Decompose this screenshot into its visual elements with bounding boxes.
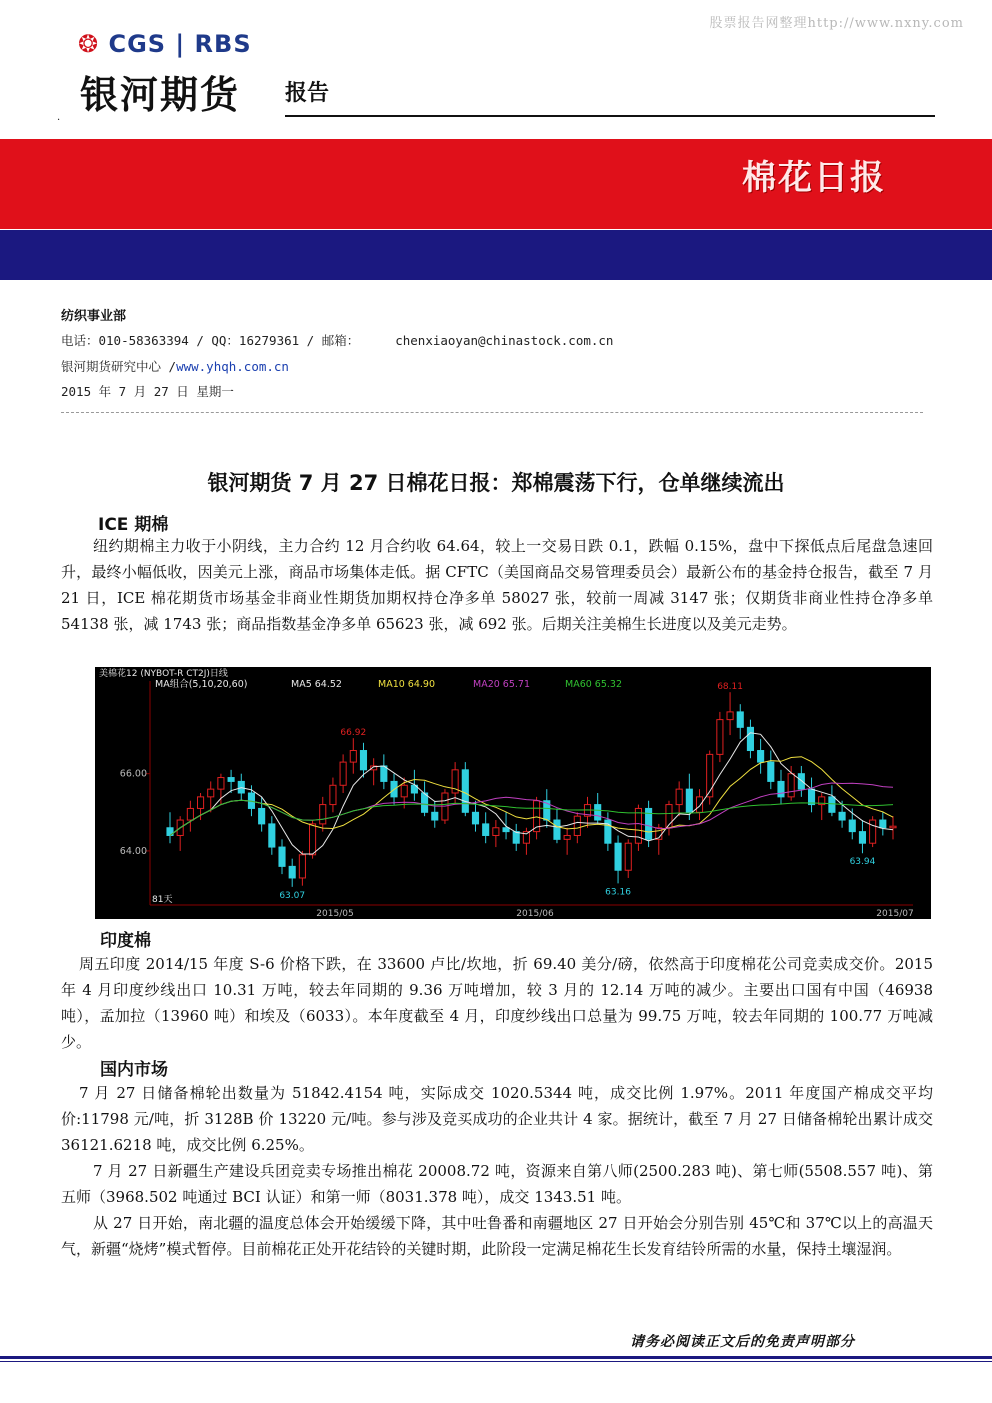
price-extreme-label: 63.16 [605,887,631,898]
x-tick-label: 2015/05 [316,909,354,919]
candle-body [707,754,713,796]
candle-body [890,826,896,828]
title-band-blue [0,230,992,280]
candle-body [289,866,295,878]
ma-legend-label: MA10 64.90 [378,679,435,690]
candle-body [513,832,519,844]
candle-body [208,789,214,797]
candle-body [859,832,865,844]
candle-body [279,847,285,866]
footer-rule-thin [0,1361,992,1362]
ma-legend-label: MA60 65.32 [565,679,622,690]
department: 纺织事业部 [61,309,127,324]
dashed-divider [61,412,923,413]
price-extreme-label: 63.07 [279,890,306,901]
disclaimer-note: 请务必阅读正文后的免责声明部分 [630,1334,855,1350]
price-extreme-label: 68.11 [717,682,743,693]
ma-legend-label: MA5 64.52 [291,679,342,690]
candle-body [615,843,621,870]
y-tick-label: 66.00 [119,768,147,780]
price-extreme-label: 66.92 [340,728,367,739]
candle-body [228,778,234,782]
contact-line [61,331,613,349]
paragraph-domestic-1: 7 月 27 日储备棉轮出数量为 51842.4154 吨，实际成交 1020.5344 吨，成交比例 1.97%。2011 年度国产棉成交平均价:11798 元/吨，折 3128B 价 13220 元/吨。参与涉及竞买成功的企业共计 4 家。据统计，截至 7 月 27 日储备棉轮出累计成交 36121.6218 吨，成交比例 6.25%。 [61,1084,933,1154]
candle-body [350,751,356,763]
candle-body [696,797,702,812]
candle-body [880,820,886,828]
contact-phone-qq: 电话：010-58363394 / QQ：16279361 / 邮箱： [61,333,360,348]
section-heading-india: 印度棉 [100,931,151,951]
candle-body [432,812,438,820]
ma-legend-label: MA20 65.71 [473,679,530,690]
report-date: 2015 年 7 月 27 日 星期一 [61,384,234,399]
chart-canvas [95,667,931,919]
ma-legend-label: MA组合(5,10,20,60) [155,679,248,690]
candle-body [299,855,305,878]
watermark-text: 股票报告网整理http://www.nxny.com [709,16,964,31]
candle-body [727,712,733,720]
candle-body [829,797,835,812]
paragraph-india: 周五印度 2014/15 年度 S-6 价格下跌，在 33600 卢比/坎地，折 69.40 美分/磅，依然高于印度棉花公司竞卖成交价。2015 年 4 月印度纱线出口 10.31 万吨，较去年同期的 9.36 万吨增加，较 3 月的 12.14 万吨的减少。主要出口国有中国（46938 吨），孟加拉（13960 吨）和埃及（6033）。本年度截至 4 月，印度纱线出口总量为 99.75 万吨，较去年同期的 100.77 万吨减少。 [61,955,933,1051]
candle-body [808,789,814,804]
ma20-line [170,783,893,836]
candle-body [564,835,570,839]
candle-body [360,751,366,770]
candle-body [717,720,723,755]
x-tick-label: 2015/06 [516,909,554,919]
candle-body [310,824,316,855]
cotton-price-chart [95,667,931,919]
candle-body [737,712,743,727]
candle-body [788,774,794,797]
candle-body [503,828,509,832]
paragraph-domestic-2: 7 月 27 日新疆生产建设兵团竞卖专场推出棉花 20008.72 吨，资源来自第八师(2500.283 吨)、第七师(5508.557 吨)、第五师（3968.502 吨通过 BCI 认证）和第一师（8031.378 吨），成交 1343.51 吨。 [61,1162,933,1206]
candle-body [472,812,478,824]
candle-body [870,820,876,843]
candle-body [574,816,580,835]
header-rule [285,115,935,117]
candle-body [686,789,692,812]
ma5-line [170,733,893,854]
candle-body [462,770,468,812]
band-title: 棉花日报 [742,158,886,198]
candle-body [259,808,265,823]
candle-body [768,762,774,781]
candle-body [320,805,326,824]
paragraph-domestic-3: 从 27 日开始，南北疆的温度总体会开始缓缓下降，其中吐鲁番和南疆地区 27 日开始会分别告别 45℃和 37℃以上的高温天气，新疆“烧烤”模式暂停。目前棉花正处开花结铃的关键时期，此阶段一定满足棉花生长发育结铃所需的水量，保持土壤湿润。 [61,1214,933,1258]
ma10-line [170,757,893,836]
y-tick-label: 64.00 [119,845,147,857]
company-logo [78,30,252,58]
logo-swoosh-icon: ❂ [78,30,100,58]
candle-body [758,751,764,763]
candle-body [849,820,855,832]
report-label: 报告 [285,81,330,106]
logo-brand: CGS | RBS [108,30,252,58]
candle-body [676,789,682,804]
research-center-label: 银河期货研究中心 / [61,359,177,374]
header-dot: . [57,112,61,123]
price-extreme-label: 63.94 [849,857,876,868]
candle-body [554,820,560,839]
candle-body [187,808,193,820]
candle-body [493,828,499,836]
company-name: 银河期货 [80,73,241,117]
x-tick-label: 2015/07 [876,909,914,919]
candle-body [839,812,845,820]
website-link[interactable]: www.yhqh.com.cn [176,359,289,374]
candle-body [798,774,804,789]
report-title: 银河期货 7 月 27 日棉花日报：郑棉震荡下行，仓单继续流出 [207,471,785,495]
footer-rule [0,1356,992,1359]
candle-body [483,824,489,836]
contact-email[interactable]: chenxiaoyan@chinastock.com.cn [395,333,614,348]
research-center-line [61,357,289,375]
candle-body [625,843,631,870]
chart-title: 美棉花12 (NYBOT-R CT2J)日线 [99,669,228,679]
section-heading-ice: ICE 期棉 [98,515,169,535]
paragraph-ice: 纽约期棉主力收于小阴线，主力合约 12 月合约收 64.64，较上一交易日跌 0.1，跌幅 0.15%，盘中下探低点后尾盘急速回升，最终小幅低收，因美元上涨，商品市场集体走低。据 CFTC（美国商品交易管理委员会）最新公布的基金持仓报告，截至 7 月 21 日，ICE 棉花期货市场基金非商业性期货加期权持仓净多单 58027 张，较前一周减 3147 张；仅期货非商业性持仓净多单 54138 张，减 1743 张；商品指数基金净多单 65623 张，减 692 张。后期关注美棉生长进度以及美元走势。 [61,537,933,633]
candle-body [401,785,407,797]
candle-body [269,824,275,847]
candle-body [778,781,784,796]
section-heading-domestic: 国内市场 [100,1060,168,1080]
candle-body [747,727,753,750]
candle-body [218,778,224,790]
candle-body [197,797,203,809]
candle-body [381,766,387,781]
candle-body [340,762,346,785]
period-label: 81天 [152,895,173,905]
candle-body [595,805,601,820]
candle-body [330,785,336,804]
